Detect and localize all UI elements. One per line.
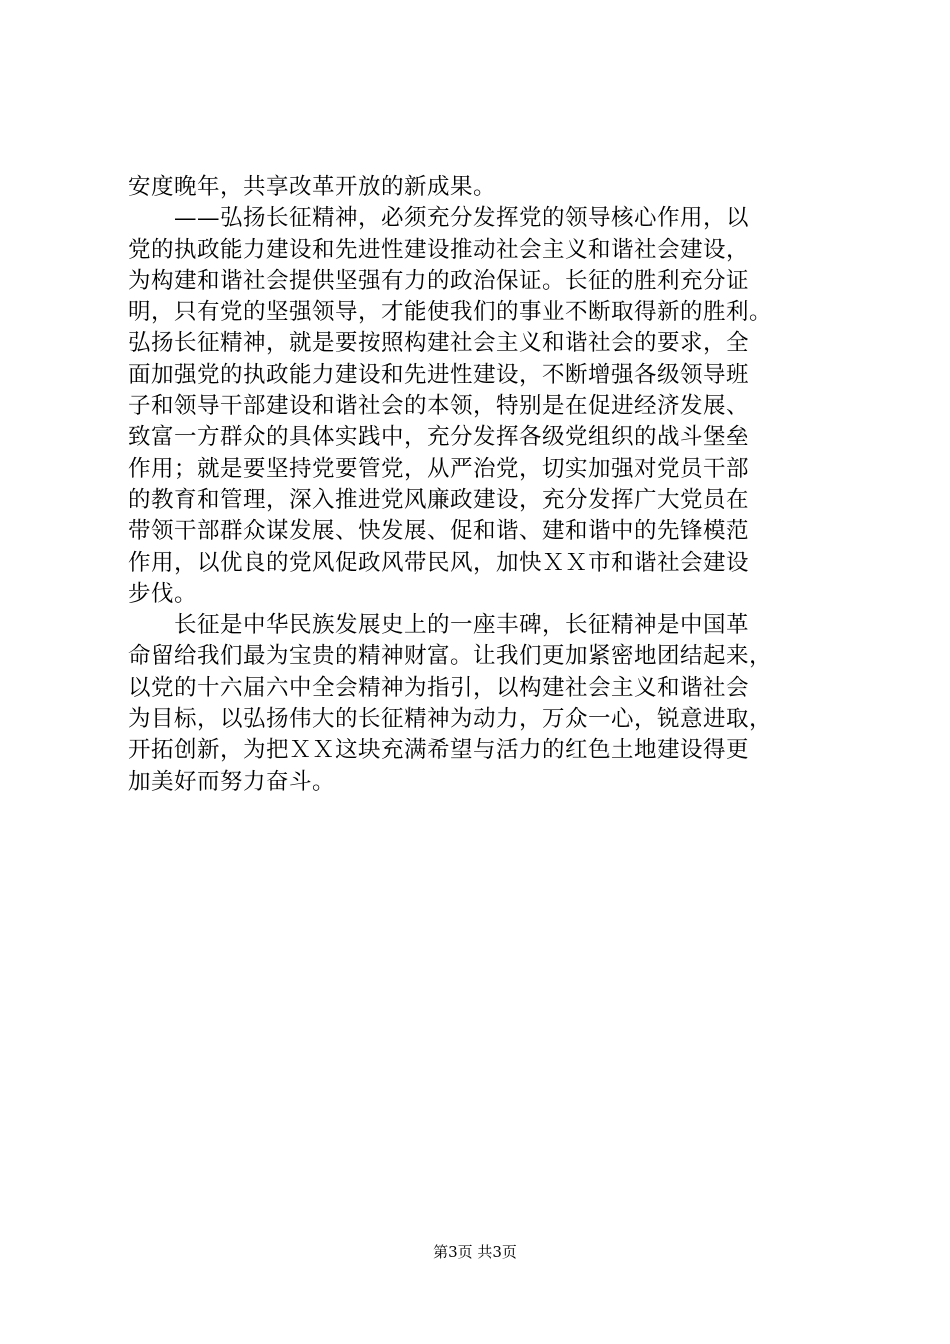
text-line: 作用，以优良的党风促政风带民风，加快ＸＸ市和谐社会建设	[128, 549, 750, 576]
document-body	[128, 172, 868, 798]
text-line: 长征是中华民族发展史上的一座丰碑，长征精神是中国革	[128, 612, 750, 639]
text-line: 加美好而努力奋斗。	[128, 768, 336, 795]
text-line: 面加强党的执政能力建设和先进性建设，不断增强各级领导班	[128, 361, 750, 388]
text-line: 弘扬长征精神，就是要按照构建社会主义和谐社会的要求，全	[128, 330, 750, 357]
text-line: 党的执政能力建设和先进性建设推动社会主义和谐社会建设，	[128, 236, 750, 263]
text-line: 的教育和管理，深入推进党风廉政建设，充分发挥广大党员在	[128, 486, 750, 513]
text-line: 致富一方群众的具体实践中，充分发挥各级党组织的战斗堡垒	[128, 424, 750, 451]
text-line: 步伐。	[128, 580, 198, 607]
text-line: 为目标，以弘扬伟大的长征精神为动力，万众一心，锐意进取，	[128, 706, 773, 733]
page-number-footer: 第3页 共3页	[433, 1243, 517, 1261]
text-line: 明，只有党的坚强领导，才能使我们的事业不断取得新的胜利。	[128, 299, 773, 326]
text-line: 子和领导干部建设和谐社会的本领，特别是在促进经济发展、	[128, 393, 750, 420]
text-line: ——弘扬长征精神，必须充分发挥党的领导核心作用，以	[128, 205, 750, 232]
text-line: 以党的十六届六中全会精神为指引，以构建社会主义和谐社会	[128, 674, 750, 701]
text-line: 安度晚年，共享改革开放的新成果。	[128, 174, 497, 200]
text-line: 为构建和谐社会提供坚强有力的政治保证。长征的胜利充分证	[128, 267, 750, 294]
text-line: 命留给我们最为宝贵的精神财富。让我们更加紧密地团结起来，	[128, 643, 773, 670]
text-line: 作用；就是要坚持党要管党，从严治党，切实加强对党员干部	[128, 455, 750, 482]
text-line: 带领干部群众谋发展、快发展、促和谐、建和谐中的先锋模范	[128, 518, 750, 545]
text-line: 开拓创新，为把ＸＸ这块充满希望与活力的红色土地建设得更	[128, 737, 750, 764]
